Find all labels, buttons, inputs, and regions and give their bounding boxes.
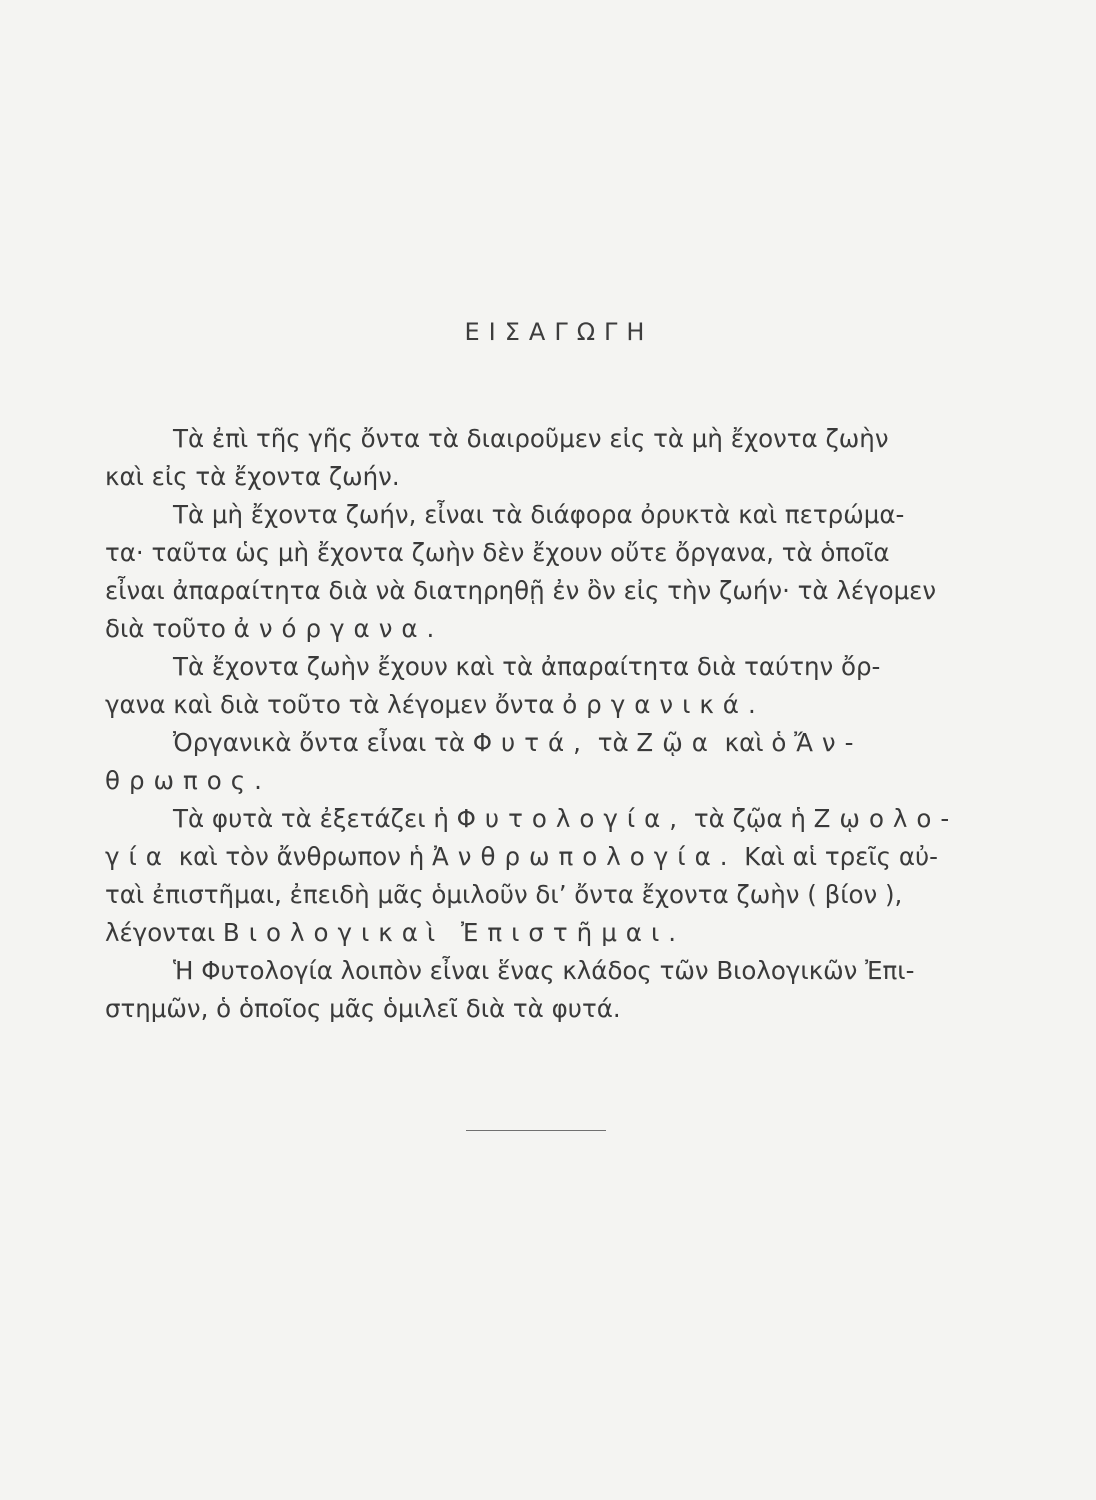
spaced-term: Ζῳολο- xyxy=(813,804,959,833)
spaced-term: Ἄν- xyxy=(794,728,863,757)
text-run: εἶναι ἀπαραίτητα διὰ νὰ διατηρηθῇ ἐν ὂν εἰς τὴν ζωήν· τὰ λέγομεν xyxy=(105,576,937,605)
page-title: ΕΙΣΑΓΩΓΗ xyxy=(464,318,654,346)
spaced-term: Φυτά, xyxy=(472,728,590,757)
text-line xyxy=(105,838,955,876)
text-run: τα· ταῦτα ὡς μὴ ἔχοντα ζωὴν δὲν ἔχουν οὔτε ὄργανα, τὰ ὁποῖα xyxy=(105,538,890,567)
body-text xyxy=(105,420,959,1028)
text-run: Ὀργανικὰ ὄντα εἶναι τὰ xyxy=(173,728,473,757)
text-line xyxy=(105,800,959,838)
text-run: καὶ ὁ xyxy=(716,728,795,757)
text-line xyxy=(105,610,955,648)
text-line xyxy=(105,914,955,952)
text-run: Τὰ μὴ ἔχοντα ζωήν, εἶναι τὰ διάφορα ὀρυκτὰ καὶ πετρώμα- xyxy=(173,500,905,529)
text-line xyxy=(105,648,955,686)
spaced-term: Ἀνθρωπολογία. xyxy=(432,842,737,871)
text-run: Τὰ φυτὰ τὰ ἐξετάζει ἡ xyxy=(173,804,457,833)
text-line xyxy=(105,990,955,1028)
text-run: Καὶ αἱ τρεῖς αὐ- xyxy=(736,842,938,871)
spaced-term: ἀνόργανα. xyxy=(233,614,444,643)
text-line xyxy=(105,686,955,724)
text-line xyxy=(105,572,955,610)
spaced-term: ὀργανικά. xyxy=(562,690,765,719)
text-run: διὰ τοῦτο xyxy=(105,614,234,643)
text-line xyxy=(105,534,955,572)
text-line xyxy=(105,762,955,800)
text-run: Τὰ ἐπὶ τῆς γῆς ὄντα τὰ διαιροῦμεν εἰς τὰ μὴ ἔχοντα ζωὴν xyxy=(173,424,889,453)
spaced-term: Φυτολογία, xyxy=(456,804,687,833)
closing-rule xyxy=(466,1130,606,1131)
text-run: τὰ ζῷα ἡ xyxy=(686,804,814,833)
text-run: Τὰ ἔχοντα ζωὴν ἔχουν καὶ τὰ ἀπαραίτητα διὰ ταύτην ὄρ- xyxy=(173,652,881,681)
text-run: Ἡ Φυτολογία λοιπὸν εἶναι ἕνας κλάδος τῶν Βιολογικῶν Ἐπι- xyxy=(173,956,915,985)
text-line xyxy=(105,724,955,762)
spaced-term: θρωπος. xyxy=(105,766,271,795)
text-run: γανα καὶ διὰ τοῦτο τὰ λέγομεν ὄντα xyxy=(105,690,563,719)
spaced-term: γία xyxy=(105,842,171,871)
text-run: καὶ εἰς τὰ ἔχοντα ζωήν. xyxy=(105,462,400,491)
text-run: λέγονται xyxy=(105,918,223,947)
text-line xyxy=(105,420,955,458)
text-run: ταὶ ἐπιστῆμαι, ἐπειδὴ μᾶς ὁμιλοῦν δι’ ὄντα ἔχοντα ζωὴν ( βίον ), xyxy=(105,880,903,909)
spaced-term: Ζῷα xyxy=(636,728,717,757)
text-line xyxy=(105,876,955,914)
spaced-term: Βιολογικαὶ Ἐπιστῆμαι. xyxy=(222,918,686,947)
text-run: καὶ τὸν ἄνθρωπον ἡ xyxy=(170,842,433,871)
text-run: στημῶν, ὁ ὁποῖος μᾶς ὁμιλεῖ διὰ τὰ φυτά. xyxy=(105,994,621,1023)
text-line xyxy=(105,496,955,534)
text-line xyxy=(105,952,955,990)
text-run: τὰ xyxy=(589,728,637,757)
text-line xyxy=(105,458,955,496)
